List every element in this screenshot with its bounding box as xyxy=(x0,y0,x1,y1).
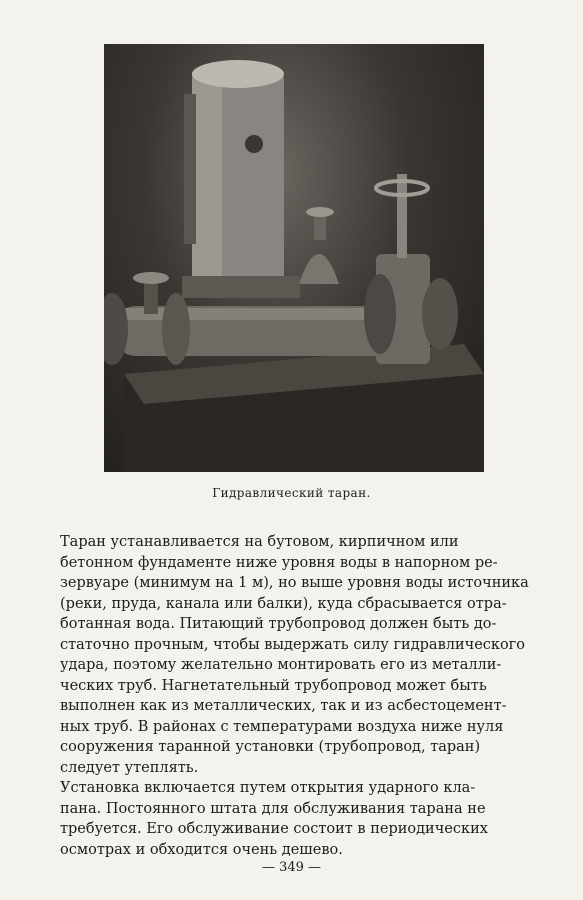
paragraph-2 xyxy=(60,778,543,860)
text-line: зервуаре (минимум на 1 м), но выше уровня воды источника xyxy=(60,575,529,591)
paragraph-1 xyxy=(60,532,543,778)
hydraulic-ram-illustration xyxy=(104,44,484,472)
text-line: пана. Постоянного штата для обслуживания тарана не xyxy=(60,800,486,817)
text-line: сооружения таранной установки (трубопровод, таран) xyxy=(60,739,481,755)
body-text xyxy=(60,532,543,860)
text-line: следует утеплять. xyxy=(60,759,199,776)
figure-caption: Гидравлический таран. xyxy=(212,486,371,500)
text-line: выполнен как из металлических, так и из асбестоцемент- xyxy=(60,698,507,714)
text-line: Таран устанавливается на бутовом, кирпичном или xyxy=(60,534,459,550)
hydraulic-ram-photo xyxy=(104,44,484,472)
text-line: ных труб. В районах с температурами воздуха ниже нуля xyxy=(60,718,504,735)
text-line: Установка включается путем открытия ударного кла- xyxy=(60,780,476,796)
text-line: ботанная вода. Питающий трубопровод должен быть до- xyxy=(60,616,497,632)
text-line: требуется. Его обслуживание состоит в периодических xyxy=(60,821,488,837)
page-number: — 349 — xyxy=(261,860,322,875)
text-line: удара, поэтому желательно монтировать его из металли- xyxy=(60,657,502,673)
text-line: ческих труб. Нагнетательный трубопровод может быть xyxy=(60,677,487,694)
text-line: осмотрах и обходится очень дешево. xyxy=(60,841,343,858)
text-line: (реки, пруда, канала или балки), куда сбрасывается отра- xyxy=(60,595,507,612)
text-line: статочно прочным, чтобы выдержать силу гидравлического xyxy=(60,636,526,653)
text-line: бетонном фундаменте ниже уровня воды в напорном ре- xyxy=(60,554,498,571)
